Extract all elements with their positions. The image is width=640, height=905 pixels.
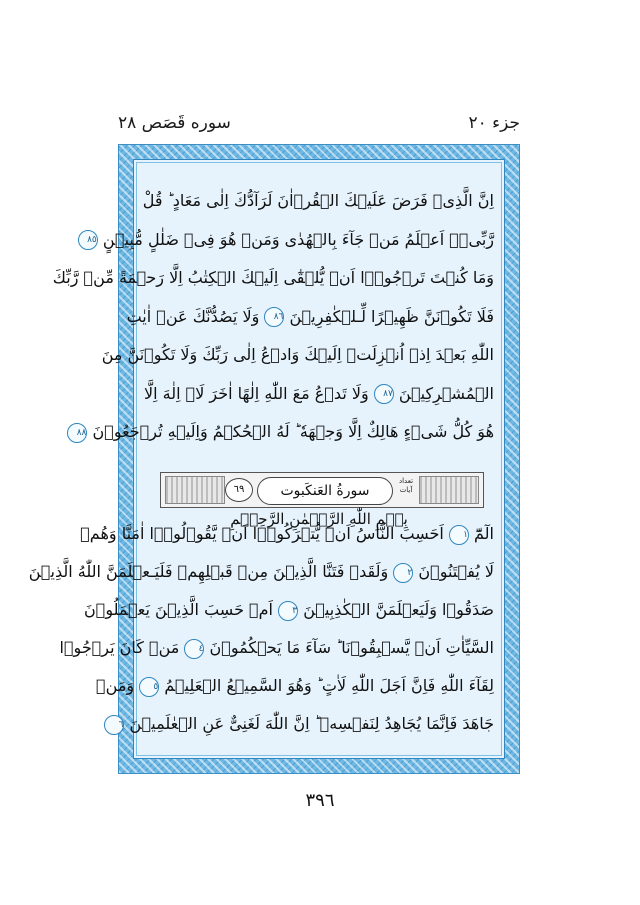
surah-title: سورةُ العَنكَبوت xyxy=(257,477,393,505)
ayah-marker: ٢ xyxy=(393,563,413,583)
banner-ornament-icon xyxy=(419,476,479,504)
surah-header-label: سوره قَصَص ٢٨ xyxy=(118,113,231,133)
verse-line: رَّبِّىۡۤ اَعۡلَمُ مَنۡ جَآءَ بِالۡهُدٰى وَمَنۡ هُوَ فِىۡ ضَلٰلٍ مُّبِيۡنٍ ٨٥ xyxy=(144,221,494,260)
ayah-count: ٦٩ xyxy=(225,478,253,502)
verse-line: الٓمّٓ ١ اَحَسِبَ النَّاسُ اَنۡ يُّتۡرَكُوۡۤا اَنۡ يَّقُوۡلُوۡۤا اٰمَنَّا وَهُمۡ xyxy=(80,524,494,543)
verse-line: اللّٰهِ بَعۡدَ اِذۡ اُنۡزِلَتۡ اِلَيۡكَ‌ وَادۡعُ اِلٰى رَبِّكَ‌ وَلَا تَكُوۡنَنَّ مِنَ xyxy=(101,345,494,364)
verse-line: لِقَآءَ اللّٰهِ فَاِنَّ اَجَلَ اللّٰهِ لَاٰتٍ‌ ؕ وَهُوَ السَّمِيۡعُ الۡعَلِيۡمُ ٥ وَمَنۡ xyxy=(96,676,494,695)
text-panel xyxy=(28,159,505,759)
surah-ankabut-verses xyxy=(28,515,494,743)
ayah-marker: ١ xyxy=(449,525,469,545)
verse-line: السَّيِّاٰتِ اَنۡ يَّسۡبِقُوۡنَا‌ ؕ سَآءَ مَا يَحۡكُمُوۡنَ ٤ مَنۡ كَانَ يَرۡجُوۡا xyxy=(59,638,494,657)
verse-line: جَاهَدَ فَاِنَّمَا يُجَاهِدُ لِنَفۡسِهٖ‌ ؕ اِنَّ اللّٰهَ لَغَنِىٌّ عَنِ الۡعٰلَمِيۡنَ ٦ xyxy=(144,705,494,743)
verse-line: الۡمُشۡرِكِيۡنَ ٨٧ وَلَا تَدۡعُ مَعَ اللّٰهِ اِلٰهًا اٰخَرَ‌ لَاۤ اِلٰهَ اِلَّا xyxy=(143,383,494,403)
ayah-marker: ٤ xyxy=(184,639,204,659)
ornamental-border xyxy=(28,144,520,774)
verse-line: وَمَا كُنۡتَ تَرۡجُوۡۤا اَنۡ يُّلۡقٰٓى اِلَيۡكَ الۡكِتٰبُ اِلَّا رَحۡمَةً مِّنۡ رَّبِّكَ‌ xyxy=(52,268,494,287)
ayah-marker: ٦ xyxy=(104,715,124,735)
basmala: بِسۡمِ اللّٰهِ الرَّحۡمٰنِ الرَّحِيۡمِ xyxy=(230,510,408,528)
ayah-marker: ٨٧ xyxy=(374,384,394,404)
surah-qasas-verses xyxy=(52,182,494,452)
ayah-marker: ٣ xyxy=(278,601,298,621)
ayah-marker: ٥ xyxy=(139,677,159,697)
ayah-marker: ٨٨ xyxy=(67,423,87,443)
ayah-marker: ٨٥ xyxy=(78,230,98,250)
ayah-marker: ٨٦ xyxy=(264,307,284,327)
running-head xyxy=(118,108,520,138)
verse-line: فَلَا تَكُوۡنَنَّ ظَهِيۡرًا لِّـلۡكٰفِرِيۡنَ ٨٦ وَلَا يَصُدُّنَّكَ عَنۡ اٰيٰتِ xyxy=(126,306,494,326)
page-number: ٣٩٦ xyxy=(305,790,335,811)
verse-line: اِنَّ الَّذِىۡ فَرَضَ عَلَيۡكَ الۡقُرۡاٰنَ لَرَآدُّكَ اِلٰى مَعَادٍ‌ ؕ قُلْ xyxy=(142,191,494,210)
banner-ornament-icon xyxy=(165,476,225,504)
juz-label: جزء ٢٠ xyxy=(468,113,520,133)
verse-line: لَا يُفۡتَنُوۡنَ ٢ وَلَقَدۡ فَتَنَّا الَّذِيۡنَ مِنۡ قَبۡلِهِمۡ‌ فَلَيَـعۡلَمَنَّ اللّٰهُ الَّذِيۡنَ xyxy=(28,562,494,581)
verse-line: هُوَ‌ كُلُّ شَىۡءٍ هَالِكٌ اِلَّا وَجۡهَهٗ‌ ؕ لَهُ الۡحُكۡمُ وَاِلَيۡهِ تُرۡجَعُوۡنَ ٨٨ xyxy=(144,413,494,452)
surah-banner xyxy=(160,472,484,508)
verse-line: صَدَقُوۡا وَلَيَعۡلَمَنَّ الۡكٰذِبِيۡنَ ٣ اَمۡ حَسِبَ الَّذِيۡنَ يَعۡمَلُوۡنَ xyxy=(84,600,494,619)
ayah-count-label: تعداد آیات xyxy=(398,477,414,494)
